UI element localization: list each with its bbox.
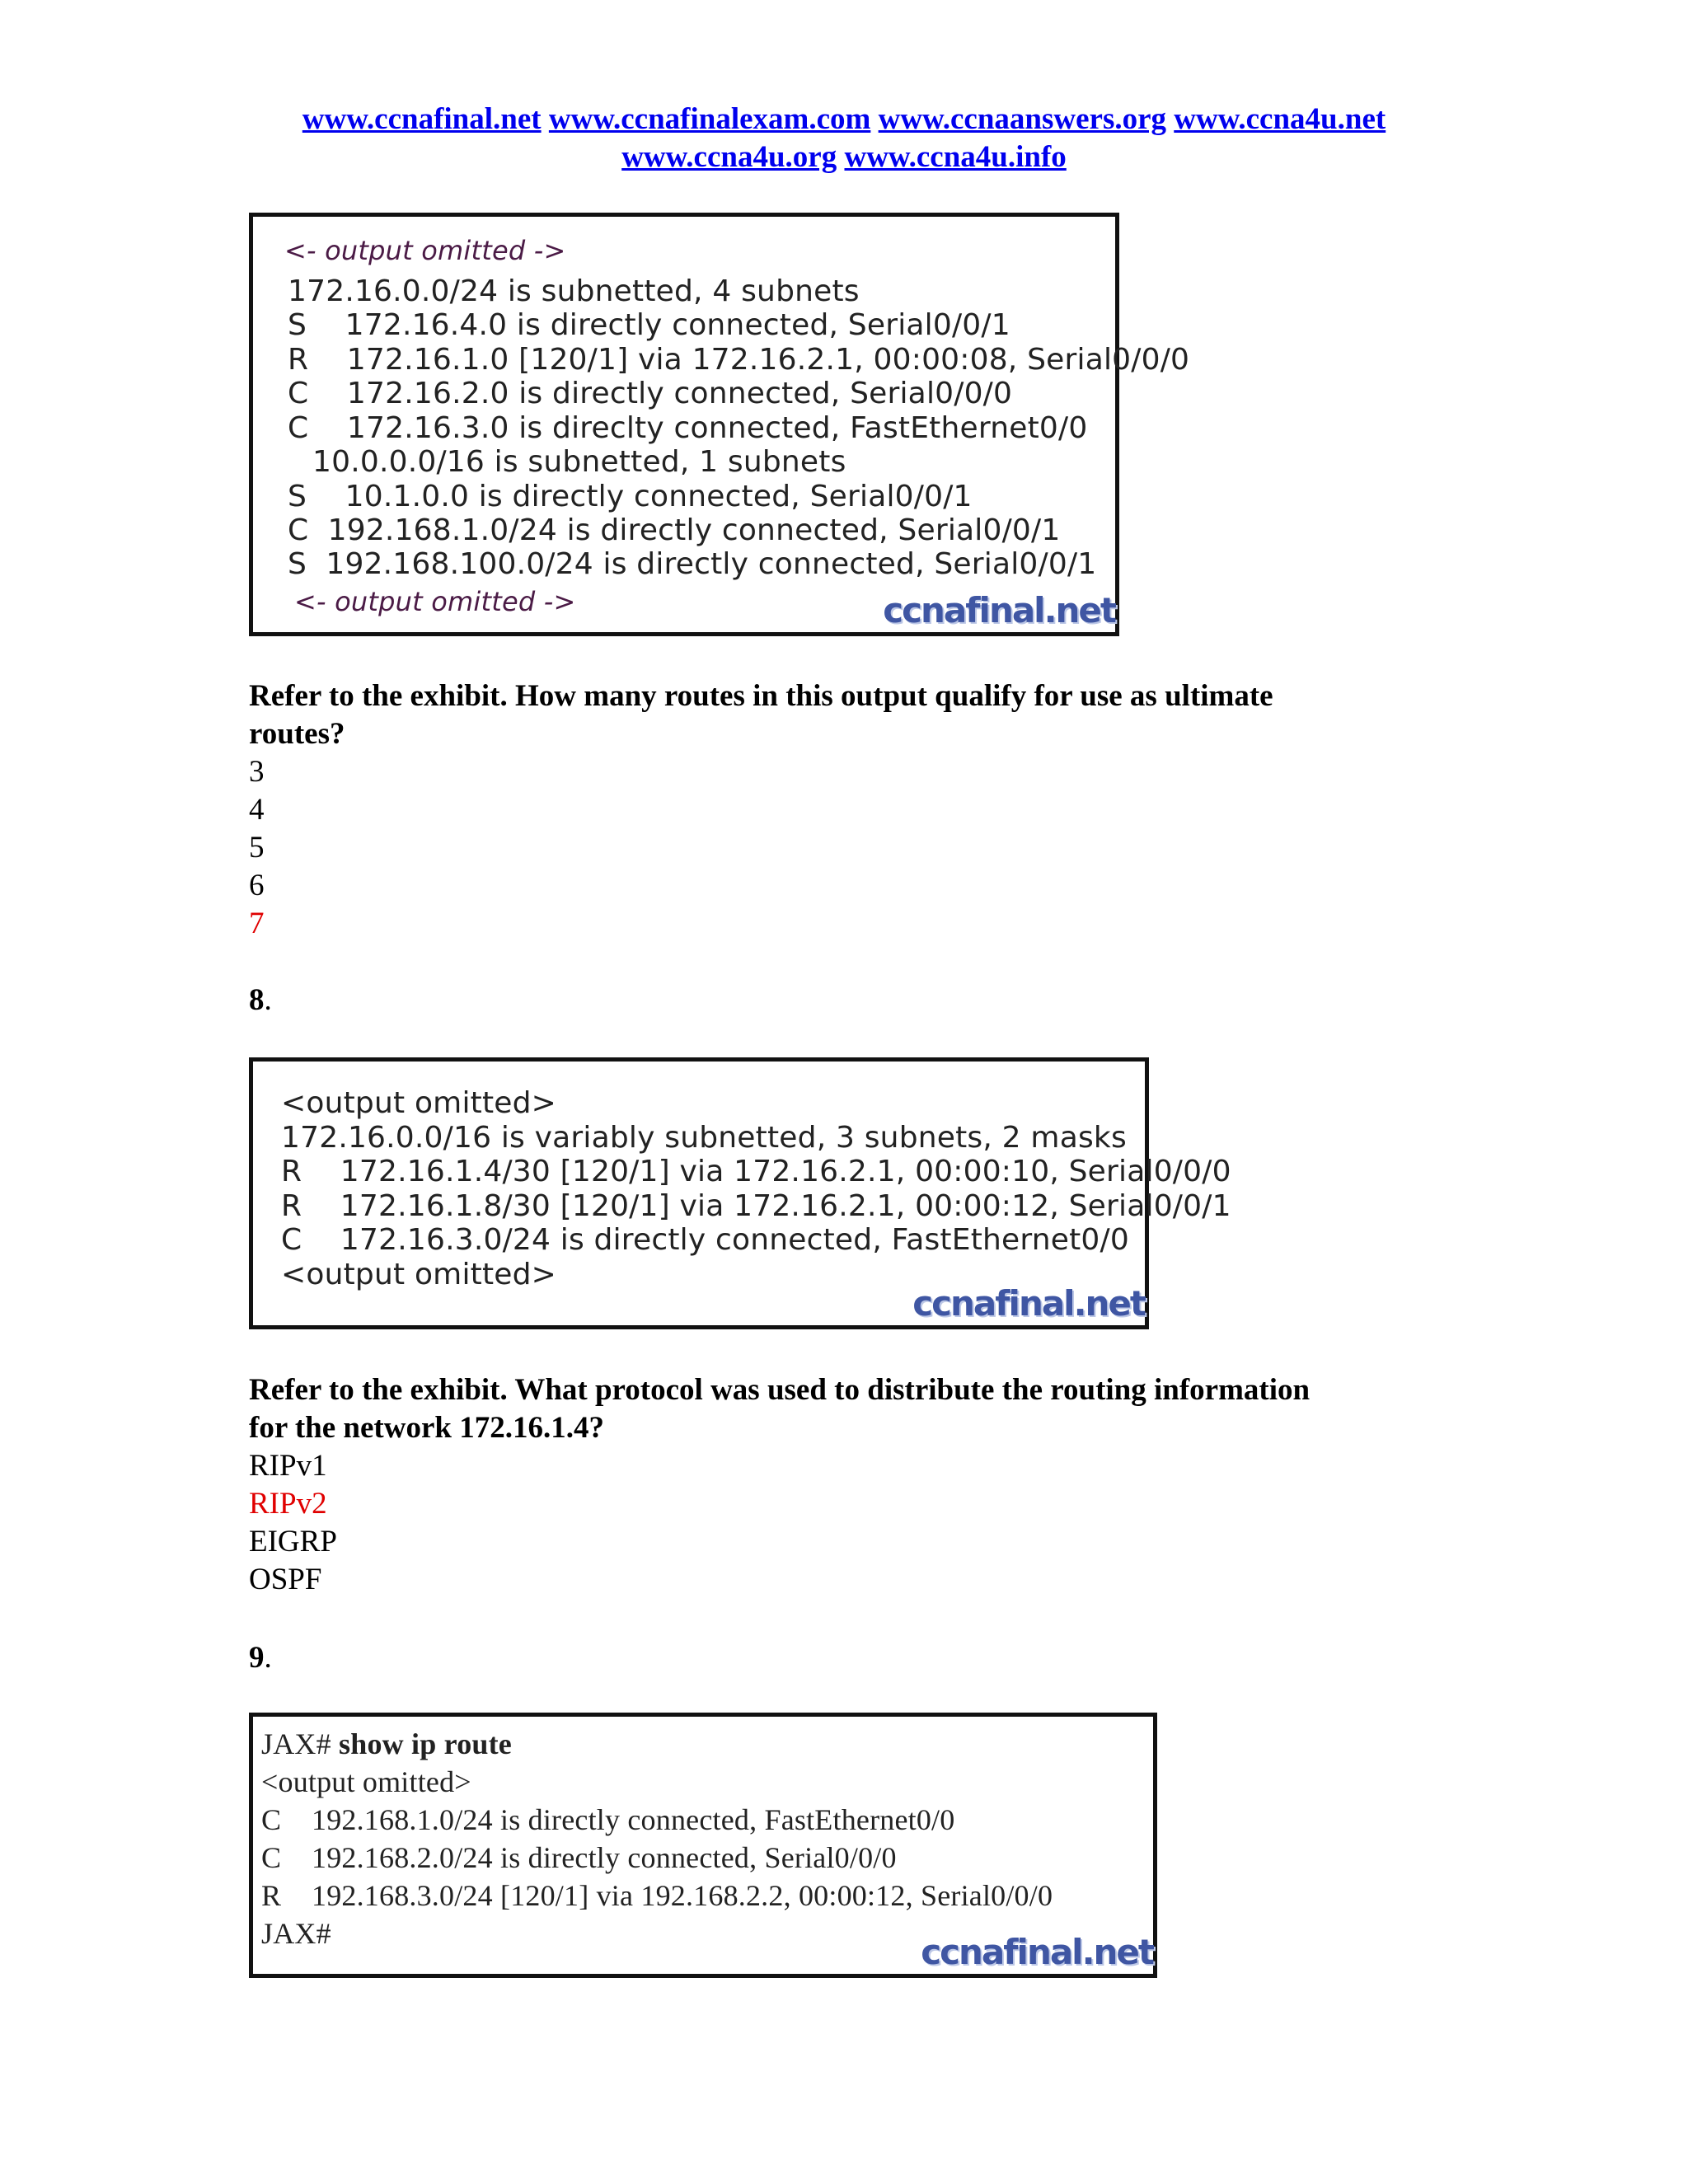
route-line: R 172.16.1.8/30 [120/1] via 172.16.2.1, 00:00:12, Serial0/0/1 (281, 1189, 1231, 1223)
route-line: S 192.168.100.0/24 is directly connected, Serial0/0/1 (288, 547, 1097, 581)
header-links (0, 101, 1688, 176)
exhibit-routing-table-1 (249, 213, 1190, 636)
command-line (261, 1727, 512, 1761)
link-ccna4u-org[interactable]: www.ccna4u.org (621, 140, 837, 174)
cli-command: show ip route (331, 1727, 512, 1760)
answer-option: EIGRP (249, 1525, 337, 1558)
link-ccnafinal-net[interactable]: www.ccnafinal.net (302, 102, 542, 136)
route-line: C 192.168.2.0/24 is directly connected, Serial0/0/0 (261, 1841, 897, 1874)
route-line: C 192.168.1.0/24 is directly connected, FastEthernet0/0 (261, 1803, 955, 1836)
question-8-text-line2: for the network 172.16.1.4? (249, 1411, 604, 1445)
output-omitted-text: <- output omitted -> (284, 235, 566, 266)
question-9-number: 9. (249, 1641, 272, 1675)
output-omitted-text: <output omitted> (281, 1086, 557, 1120)
watermark-logo: ccnafinal.net (912, 1283, 1145, 1324)
route-line: R 192.168.3.0/24 [120/1] via 192.168.2.2, 00:00:12, Serial0/0/0 (261, 1879, 1053, 1912)
route-line: S 172.16.4.0 is directly connected, Serial0/0/1 (288, 308, 1010, 342)
answer-option: OSPF (249, 1563, 322, 1596)
question-7-text-line1: Refer to the exhibit. How many routes in this output qualify for use as ultimate (249, 679, 1273, 713)
question-7-text-line2: routes? (249, 717, 345, 751)
output-omitted-text: <output omitted> (261, 1765, 471, 1798)
header-links-line1 (0, 101, 1688, 138)
watermark-logo: ccnafinal.net (921, 1932, 1153, 1972)
link-ccna4u-info[interactable]: www.ccna4u.info (844, 140, 1067, 174)
output-omitted-text: <- output omitted -> (294, 586, 576, 617)
route-line: C 172.16.3.0 is direclty connected, FastEthernet0/0 (288, 411, 1088, 445)
answer-option: 4 (249, 793, 265, 827)
route-line: R 172.16.1.4/30 [120/1] via 172.16.2.1, 00:00:10, Serial0/0/0 (281, 1155, 1231, 1188)
route-line: C 172.16.2.0 is directly connected, Serial0/0/0 (288, 377, 1013, 410)
cli-prompt-line: JAX# (261, 1917, 331, 1950)
route-line: C 192.168.1.0/24 is directly connected, Serial0/0/1 (288, 513, 1061, 547)
link-ccnafinalexam-com[interactable]: www.ccnafinalexam.com (548, 102, 871, 136)
answer-option: 5 (249, 831, 265, 865)
route-line: 172.16.0.0/24 is subnetted, 4 subnets (288, 274, 860, 308)
question-8-number: 8. (249, 983, 272, 1017)
output-omitted-text: <output omitted> (281, 1258, 557, 1291)
watermark-logo: ccnafinal.net (883, 590, 1115, 630)
question-number: 8 (249, 983, 265, 1017)
header-links-line2 (0, 138, 1688, 176)
link-ccnaanswers-org[interactable]: www.ccnaanswers.org (878, 102, 1167, 136)
question-8-text-line1: Refer to the exhibit. What protocol was used to distribute the routing information (249, 1373, 1311, 1407)
route-line: S 10.1.0.0 is directly connected, Serial0/0/1 (288, 480, 973, 513)
route-line: R 172.16.1.0 [120/1] via 172.16.2.1, 00:00:08, Serial0/0/0 (288, 343, 1190, 377)
exhibit-routing-table-2 (249, 1057, 1231, 1329)
answer-option: RIPv1 (249, 1449, 327, 1483)
route-line: C 172.16.3.0/24 is directly connected, FastEthernet0/0 (281, 1223, 1129, 1257)
answer-option-correct: RIPv2 (249, 1487, 327, 1521)
cli-prompt: JAX# (261, 1727, 331, 1760)
answer-option-correct: 7 (249, 907, 265, 940)
exhibit-show-ip-route (249, 1713, 1157, 1978)
route-line: 172.16.0.0/16 is variably subnetted, 3 subnets, 2 masks (281, 1121, 1127, 1155)
route-line: 10.0.0.0/16 is subnetted, 1 subnets (312, 445, 846, 479)
link-ccna4u-net[interactable]: www.ccna4u.net (1174, 102, 1386, 136)
answer-option: 6 (249, 869, 265, 902)
answer-option: 3 (249, 755, 265, 789)
question-number: 9 (249, 1641, 265, 1675)
